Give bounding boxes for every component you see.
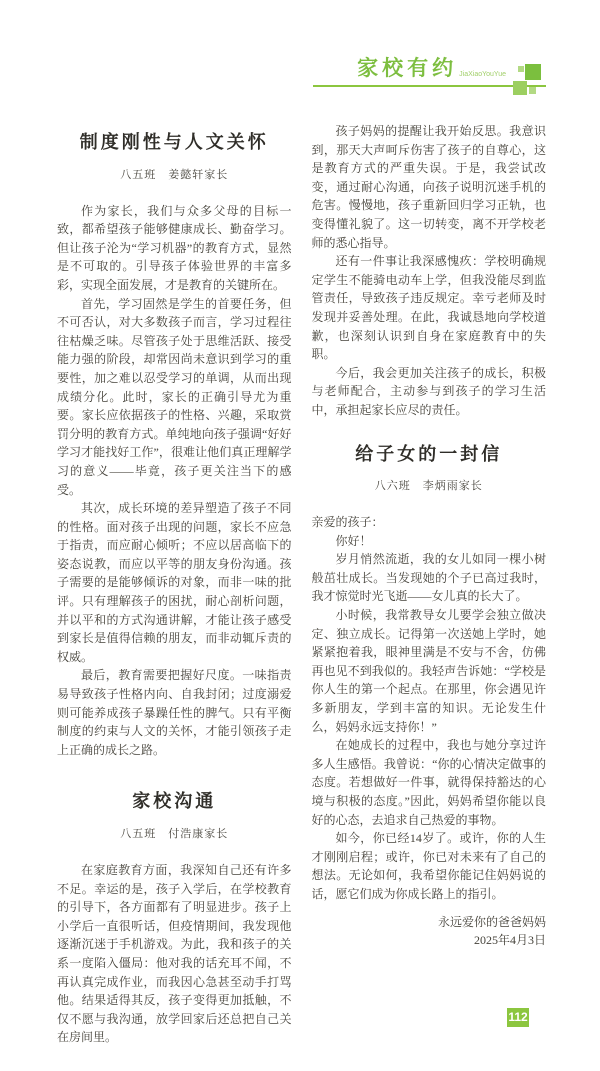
paragraph: 孩子妈妈的提醒让我开始反思。我意识到，那天大声呵斥伤害了孩子的自尊心，这是教育方式的严重失误。于是，我尝试改变，通过耐心沟通，向孩子说明沉迷手机的危害。慢慢地，孩子重新回归学习正轨，也变得懂礼貌了。这一切转变，离不开学校老师的悉心指导。 bbox=[311, 124, 546, 250]
decor-square-icon bbox=[518, 66, 524, 72]
decor-square-icon bbox=[529, 87, 536, 94]
article2-body-left bbox=[57, 861, 292, 1047]
paragraph: 还有一件事让我深感愧疚：学校明确规定学生不能骑电动车上学，但我没能尽到监管责任，导致孩子违反规定。幸亏老师及时发现并妥善处理。在此，我诚恳地向学校道歉，也深刻认识到自身在家庭教育中的失职。 bbox=[311, 254, 546, 362]
decor-square-icon bbox=[513, 81, 527, 95]
paragraph: 在她成长的过程中，我也与她分享过许多人生感悟。我曾说：“你的心情决定做事的态度。若想做好一件事，就得保持豁达的心境与积极的态度。”因此，妈妈希望你能以良好的心态，去追求自己热爱的事物。 bbox=[311, 738, 546, 827]
paragraph: 如今，你已经14岁了。或许，你的人生才刚刚启程；或许，你已对未来有了自己的想法。无论如何，我希望你能记住妈妈说的话，愿它们成为你成长路上的指引。 bbox=[311, 831, 546, 901]
paragraph: 首先，学习固然是学生的首要任务，但不可否认，对大多数孩子而言，学习过程往往枯燥乏味。尽管孩子处于思维活跃、接受能力强的阶段，却常因尚未意识到学习的重要性，加之难以忍受学习的单调，从而出现成绩分化。此时，家长的正确引导尤为重要。家长应依据孩子的性格、兴趣，采取赏罚分明的教育方式。单纯地向孩子强调“好好学习才能找好工作”，很难让他们真正理解学习的意义——毕竟，孩子更关注当下的感受。 bbox=[57, 296, 292, 497]
article2-body-continued bbox=[312, 122, 547, 420]
paragraph: 最后，教育需要把握好尺度。一味指责易导致孩子性格内向、自我封闭；过度溺爱则可能养成孩子暴躁任性的脾气。只有平衡制度的约束与人文的关怀，才能引领孩子走上正确的成长之路。 bbox=[57, 668, 292, 757]
decor-square-icon bbox=[525, 64, 541, 80]
pixel-squares-decoration bbox=[512, 62, 548, 98]
article1-body bbox=[57, 202, 292, 760]
letter-salutation: 亲爱的孩子： bbox=[311, 515, 384, 530]
article3-title: 给子女的一封信 bbox=[355, 443, 503, 464]
section-title-pinyin: JiaXiaoYouYue bbox=[459, 71, 506, 78]
paragraph: 在家庭教育方面，我深知自己还有许多不足。幸运的是，孩子入学后，在学校教育的引导下，各方面都有了明显进步。孩子上小学后一直很听话，但疫情期间，我发现他逐渐沉迷于手机游戏。为此，我和孩子的关系一度陷入僵局：他对我的话充耳不闻，不再认真完成作业，而我因心急甚至动手打骂他。结果适得其反，孩子变得更加抵触，不仅不愿与我沟通，放学回家后还总把自己关在房间里。 bbox=[57, 863, 292, 1045]
paragraph: 小时候，我常教导女儿要学会独立做决定、独立成长。记得第一次送她上学时，她紧紧抱着我，眼神里满是不安与不舍，仿佛再也见不到我似的。我轻声告诉她：“学校是你人生的第一个起点。在那里，你会遇见许多新朋友，学到丰富的知识。无论发生什么，妈妈永远支持你！” bbox=[311, 608, 546, 734]
paragraph: 作为家长，我们与众多父母的目标一致，都希望孩子能够健康成长、勤奋学习。但让孩子沦为“学习机器”的教育方式，显然是不可取的。引导孩子体验世界的丰富多彩，实现全面发展，才是教育的关键所在。 bbox=[57, 203, 292, 292]
letter-date: 2025年4月3日 bbox=[473, 933, 546, 948]
letter-paragraphs bbox=[312, 550, 547, 903]
paragraph: 岁月悄然流逝，我的女儿如同一棵小树般茁壮成长。当发现她的个子已高过我时，我才惊觉时光飞逝——女儿真的长大了。 bbox=[311, 552, 546, 604]
article3-byline: 八六班 李炳雨家长 bbox=[374, 480, 483, 493]
page-number-badge: 112 bbox=[507, 1008, 529, 1027]
article2-byline: 八五班 付浩康家长 bbox=[120, 828, 229, 840]
paragraph: 今后，我会更加关注孩子的成长，积极与老师配合，主动参与到孩子的学习生活中，承担起家长应尽的责任。 bbox=[311, 365, 546, 417]
letter-signature: 永远爱你的爸爸妈妈 bbox=[437, 914, 546, 929]
right-column bbox=[312, 122, 547, 1047]
section-title: 家校有约 bbox=[357, 57, 458, 80]
article1-title: 制度刚性与人文关怀 bbox=[79, 132, 269, 152]
article2-title: 家校沟通 bbox=[132, 791, 217, 812]
paragraph: 其次，成长环境的差异塑造了孩子不同的性格。面对孩子出现的问题，家长不应急于指责，而应耐心倾听；不应以居高临下的姿态说教，而应以平等的朋友身份沟通。孩子需要的是能够倾诉的对象，而非一味的批评。只有理解孩子的困扰，耐心剖析问题，并以平和的方式沟通讲解，才能让孩子感受到家长是值得信赖的朋友，而非动辄斥责的权威。 bbox=[57, 501, 292, 664]
page-header bbox=[313, 58, 546, 87]
letter-body bbox=[312, 513, 547, 950]
article1-byline: 八五班 姜懿轩家长 bbox=[120, 168, 229, 181]
left-column bbox=[57, 122, 292, 1047]
letter-greeting: 你好！ bbox=[335, 533, 372, 548]
content-columns bbox=[57, 122, 546, 1047]
